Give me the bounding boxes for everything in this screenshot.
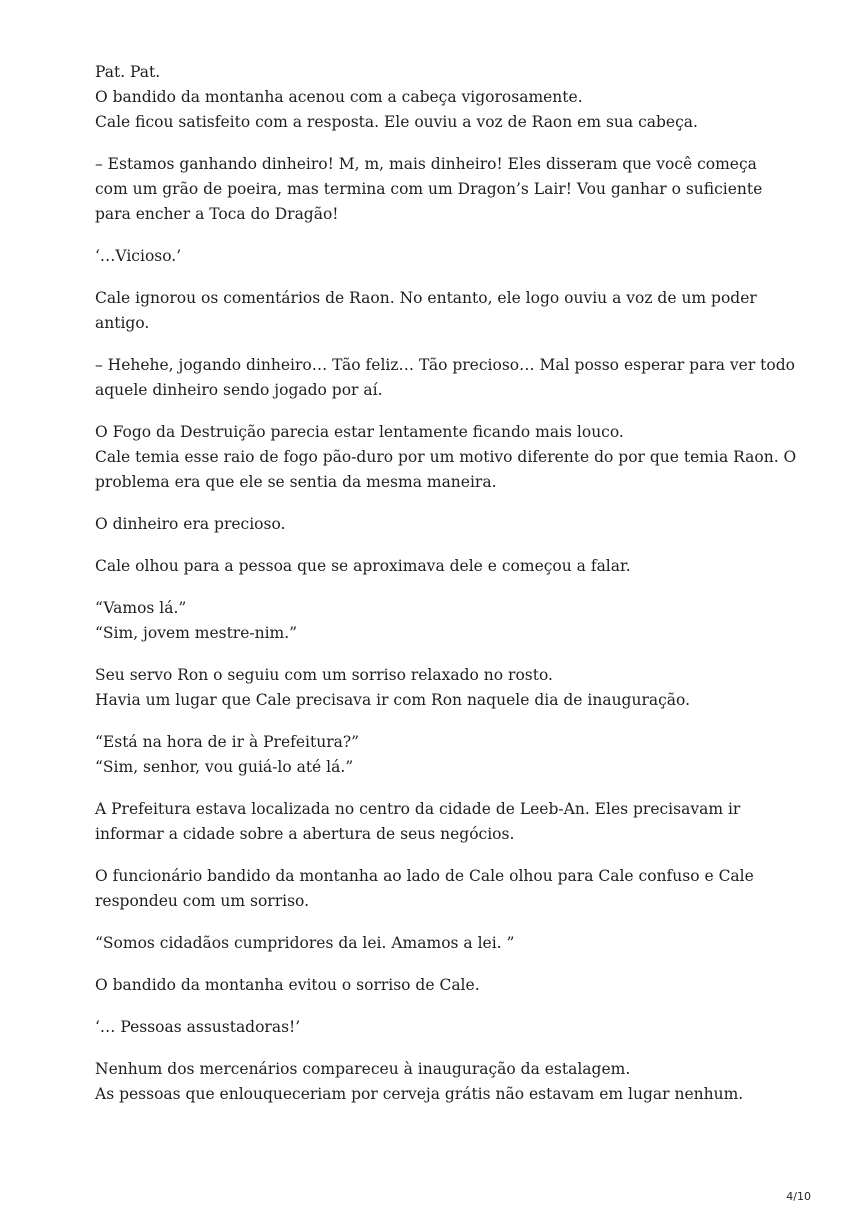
text-line: “Somos cidadãos cumpridores da lei. Amamos a lei. ”	[95, 934, 515, 952]
text-line: Seu servo Ron o seguiu com um sorriso relaxado no rosto.	[95, 666, 553, 684]
text-line: “Sim, senhor, vou guiá-lo até lá.”	[95, 758, 354, 776]
text-line: antigo.	[95, 314, 150, 332]
paragraph-16	[95, 1015, 795, 1040]
text-line: O funcionário bandido da montanha ao lado de Cale olhou para Cale confuso e Cale	[95, 867, 754, 885]
text-line: O Fogo da Destruição parecia estar lentamente ficando mais louco.	[95, 423, 624, 441]
text-line: O dinheiro era precioso.	[95, 515, 286, 533]
paragraph-12	[95, 797, 795, 847]
text-line: Pat. Pat.	[95, 63, 161, 81]
paragraph-6	[95, 420, 795, 495]
paragraph-8	[95, 554, 795, 579]
document-body	[95, 60, 795, 1124]
text-line: Havia um lugar que Cale precisava ir com Ron naquele dia de inauguração.	[95, 691, 691, 709]
text-line: para encher a Toca do Dragão!	[95, 205, 339, 223]
text-line: problema era que ele se sentia da mesma maneira.	[95, 473, 497, 491]
text-line: “Vamos lá.”	[95, 599, 187, 617]
paragraph-9	[95, 596, 795, 646]
text-line: Cale olhou para a pessoa que se aproximava dele e começou a falar.	[95, 557, 631, 575]
text-line: A Prefeitura estava localizada no centro da cidade de Leeb-An. Eles precisavam ir	[95, 800, 741, 818]
text-line: As pessoas que enlouqueceriam por cerveja grátis não estavam em lugar nenhum.	[95, 1085, 744, 1103]
paragraph-7	[95, 512, 795, 537]
text-line: O bandido da montanha acenou com a cabeça vigorosamente.	[95, 88, 583, 106]
paragraph-17	[95, 1057, 795, 1107]
text-line: – Estamos ganhando dinheiro! M, m, mais dinheiro! Eles disseram que você começa	[95, 155, 757, 173]
paragraph-14	[95, 931, 795, 956]
text-line: Cale ficou satisfeito com a resposta. Ele ouviu a voz de Raon em sua cabeça.	[95, 113, 698, 131]
paragraph-3	[95, 244, 795, 269]
paragraph-2	[95, 152, 795, 227]
paragraph-11	[95, 730, 795, 780]
text-line: – Hehehe, jogando dinheiro… Tão feliz… Tão precioso… Mal posso esperar para ver todo	[95, 356, 795, 374]
paragraph-15	[95, 973, 795, 998]
paragraph-5	[95, 353, 795, 403]
text-line: “Sim, jovem mestre-nim.”	[95, 624, 298, 642]
text-line: informar a cidade sobre a abertura de seus negócios.	[95, 825, 515, 843]
text-line: com um grão de poeira, mas termina com um Dragon’s Lair! Vou ganhar o suficiente	[95, 180, 763, 198]
paragraph-10	[95, 663, 795, 713]
text-line: respondeu com um sorriso.	[95, 892, 310, 910]
page-number: 4/10	[786, 1190, 811, 1203]
paragraph-13	[95, 864, 795, 914]
text-line: Nenhum dos mercenários compareceu à inauguração da estalagem.	[95, 1060, 631, 1078]
text-line: ‘…Vicioso.’	[95, 247, 182, 265]
text-line: aquele dinheiro sendo jogado por aí.	[95, 381, 383, 399]
text-line: Cale temia esse raio de fogo pão-duro por um motivo diferente do por que temia Raon. O	[95, 448, 797, 466]
text-line: ‘… Pessoas assustadoras!’	[95, 1018, 301, 1036]
paragraph-1	[95, 60, 795, 135]
paragraph-4	[95, 286, 795, 336]
text-line: “Está na hora de ir à Prefeitura?”	[95, 733, 360, 751]
text-line: O bandido da montanha evitou o sorriso de Cale.	[95, 976, 480, 994]
text-line: Cale ignorou os comentários de Raon. No entanto, ele logo ouviu a voz de um poder	[95, 289, 757, 307]
